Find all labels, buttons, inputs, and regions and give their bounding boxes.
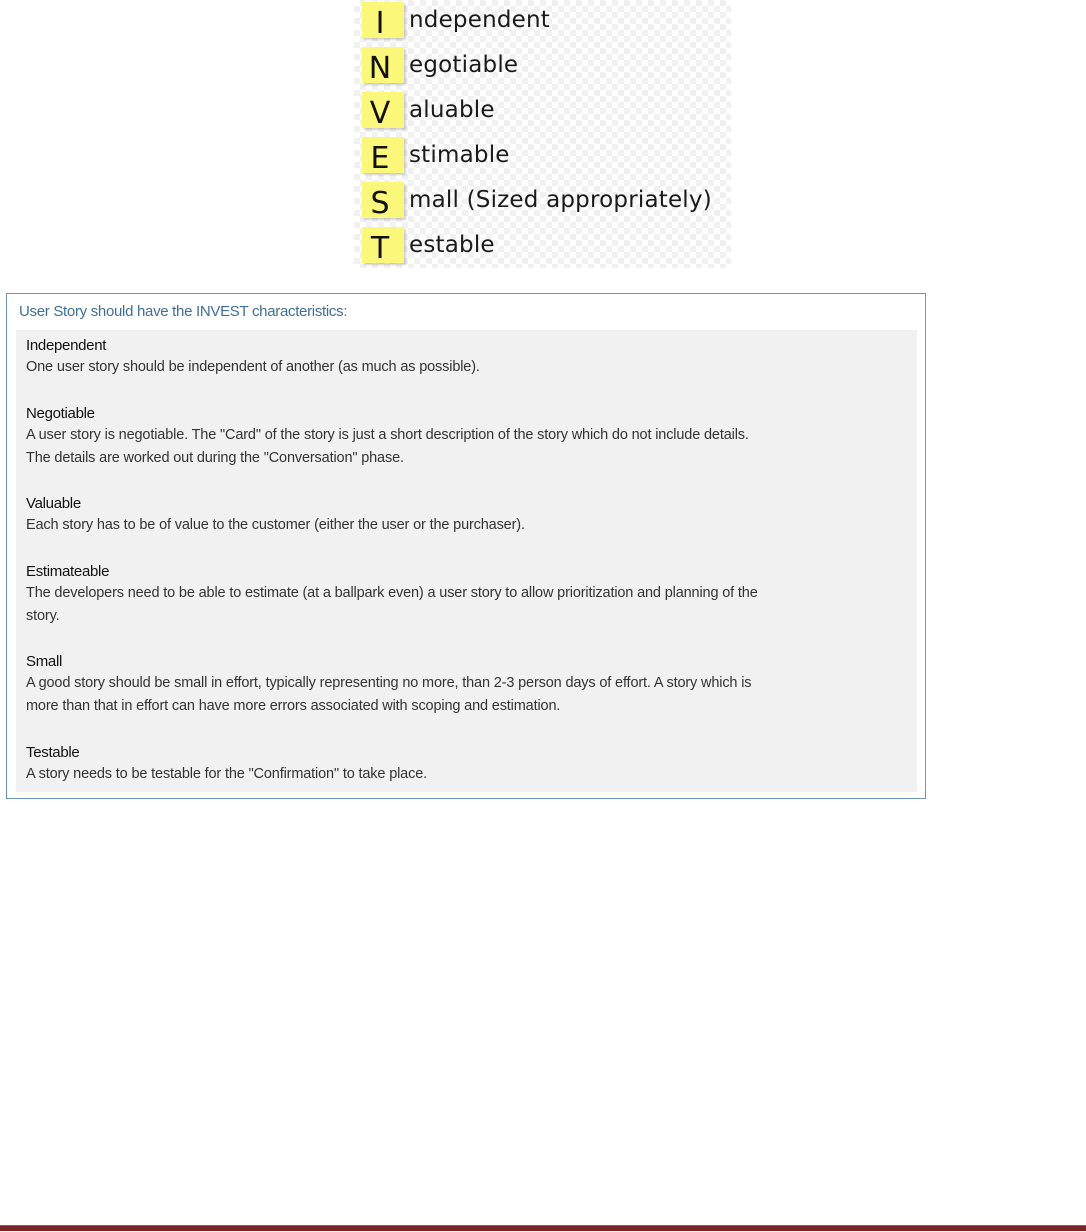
characteristic-description: story. [26,608,60,624]
characteristic-name: Independent [26,337,107,354]
characteristic-description: Each story has to be of value to the customer (either the user or the purchaser). [26,517,525,533]
characteristic-description: more than that in effort can have more errors associated with scoping and estimation. [26,698,561,714]
invest-word: estable [409,232,495,258]
characteristic-small [26,652,916,718]
invest-letter: T [362,227,404,263]
characteristic-description: The details are worked out during the "Conversation" phase. [26,450,404,466]
invest-row-s [362,180,712,220]
characteristic-description: A user story is negotiable. The "Card" of the story is just a short description of the story which do not include details. [26,427,749,443]
invest-word: stimable [409,142,510,168]
box-title: User Story should have the INVEST characteristics: [19,303,348,320]
invest-acronym-graphic [354,0,731,268]
invest-letter: I [362,2,404,38]
characteristic-testable [26,743,916,786]
invest-word: aluable [409,97,495,123]
characteristic-name: Estimateable [26,563,110,580]
characteristic-name: Negotiable [26,405,95,422]
invest-row-e [362,135,510,175]
invest-row-t [362,225,495,265]
characteristic-description: The developers need to be able to estimate (at a ballpark even) a user story to allow prioritization and planning of the [26,585,758,601]
characteristic-independent [26,336,916,379]
characteristic-estimateable [26,562,916,628]
characteristic-description: A story needs to be testable for the "Confirmation" to take place. [26,766,427,782]
invest-letter: V [362,92,404,128]
characteristic-valuable [26,494,916,537]
invest-letter: E [362,137,404,173]
characteristic-description: One user story should be independent of another (as much as possible). [26,359,480,375]
characteristic-negotiable [26,404,916,470]
invest-row-n [362,45,518,85]
characteristic-name: Valuable [26,495,81,512]
invest-word: egotiable [409,52,519,78]
characteristic-name: Small [26,653,63,670]
characteristic-description: A good story should be small in effort, typically representing no more, than 2-3 person days of effort. A story which is [26,675,752,691]
invest-row-v [362,90,495,130]
invest-row-i [362,0,550,40]
invest-word: ndependent [409,7,550,33]
characteristic-name: Testable [26,744,80,761]
invest-letter: N [362,47,404,83]
invest-word: mall (Sized appropriately) [409,187,712,213]
characteristics-panel [16,330,917,792]
invest-characteristics-box [6,293,926,799]
footer-rule [0,1225,1086,1231]
invest-letter: S [362,182,404,218]
